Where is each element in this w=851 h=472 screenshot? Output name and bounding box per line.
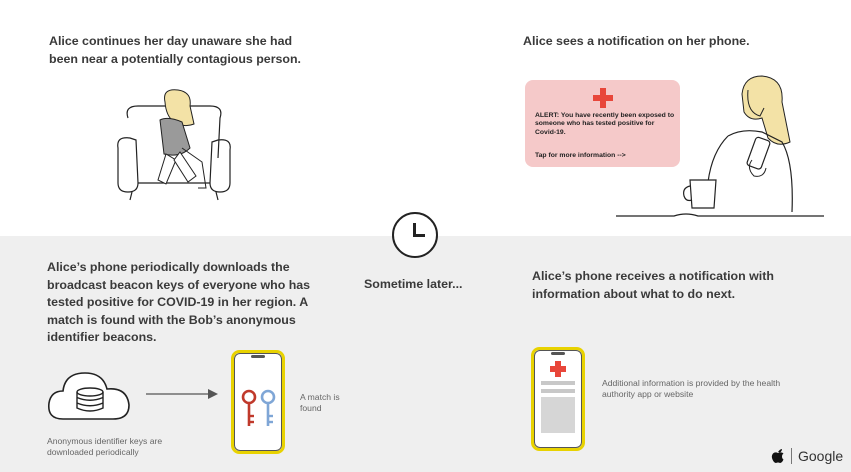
alert-text: ALERT: You have recently been exposed to someone who has tested positive for Covid-19. xyxy=(535,112,675,136)
alert-tap-link[interactable]: Tap for more information --> xyxy=(535,152,626,159)
alice-in-chair-illustration xyxy=(110,88,250,203)
caption-alice-unaware: Alice continues her day unaware she had been near a potentially contagious person. xyxy=(49,34,301,66)
sometime-later-label: Sometime later... xyxy=(364,277,463,291)
clock-hand-minute xyxy=(413,234,425,237)
clock-icon xyxy=(392,212,438,258)
caption-alice-notification: Alice sees a notification on her phone. xyxy=(523,34,750,48)
cloud-note: Anonymous identifier keys are downloaded periodically xyxy=(47,436,163,457)
apple-logo-icon xyxy=(771,448,785,464)
phone-icon xyxy=(231,350,285,454)
health-authority-note: Additional information is provided by the health authority app or website xyxy=(602,378,781,399)
match-note: A match is found xyxy=(300,392,340,413)
google-wordmark: Google xyxy=(798,448,844,464)
cloud-database-icon xyxy=(45,365,135,425)
key-icon-blue xyxy=(260,390,276,430)
alice-with-phone-illustration xyxy=(612,72,827,222)
caption-phone-receives: Alice’s phone receives a notification with information about what to do next. xyxy=(532,269,774,301)
apple-google-logo xyxy=(771,446,843,466)
phone-info-icon xyxy=(531,347,585,451)
arrow-right-icon xyxy=(146,388,218,400)
red-cross-icon xyxy=(593,88,613,108)
caption-phone-downloads: Alice’s phone periodically downloads the broadcast beacon keys of everyone who has tested positive for COVID-19 in her region. A match is found with the Bob’s anonymous identifier beacons. xyxy=(47,260,311,344)
key-icon-red xyxy=(241,390,257,430)
logo-separator xyxy=(791,448,792,464)
